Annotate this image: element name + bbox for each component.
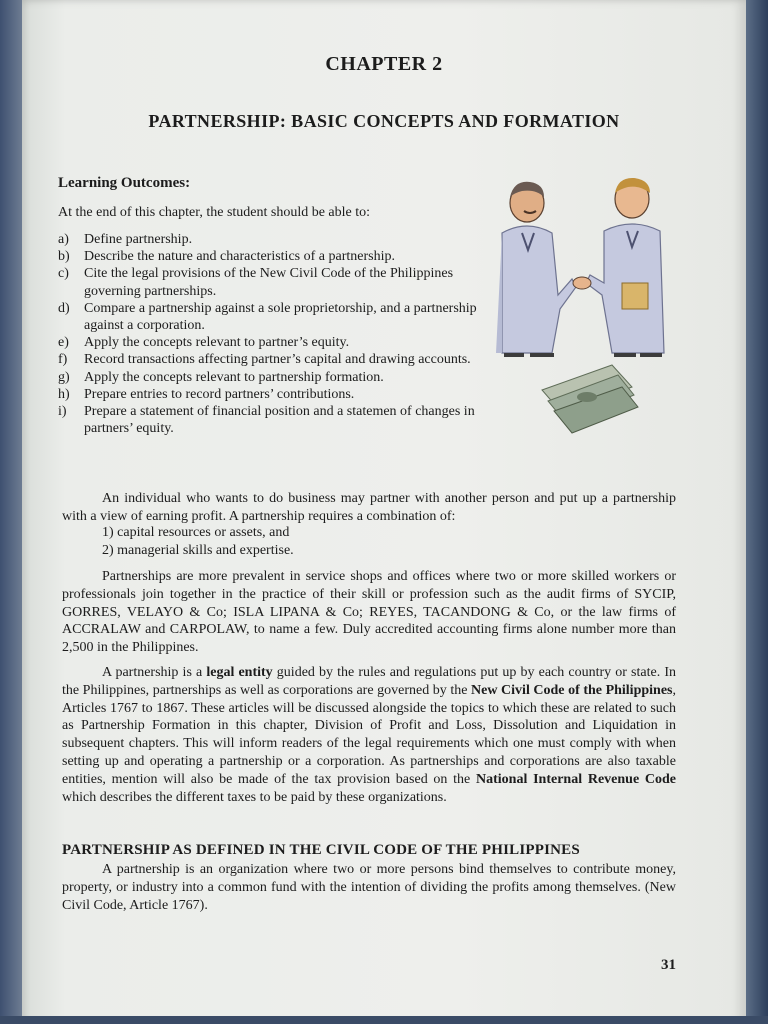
book-edge-right <box>746 0 768 1024</box>
list-item: c) Cite the legal provisions of the New Civil Code of the Philippines governing partnerships. <box>58 266 454 299</box>
list-item: h) Prepare entries to record partners’ contributions. <box>58 386 355 402</box>
book-edge-bottom <box>0 1016 768 1024</box>
list-item: b) Describe the nature and characteristics of a partnership. <box>58 249 395 265</box>
firms-paragraph: Partnerships are more prevalent in service shops and offices where two or more skilled workers or professionals join together in the practice of their skill or profession such as the audit firms of SYCIP, GORRES, VELAYO & Co; ISLA LIPANA & Co; REYES, TACANDONG & Co, or the law firms of ACCRALAW and CARPOLAW, to name a few. Duly accredited accounting firms alone number more than 2,500 in the Philippines. <box>62 569 676 656</box>
learning-outcomes-intro: At the end of this chapter, the student should be able to: <box>58 205 371 220</box>
book-page <box>22 0 746 1024</box>
list-item: i) Prepare a statement of financial position and a statemen of changes in partners’ equity. <box>58 404 475 437</box>
list-item: a) Define partnership. <box>58 232 193 247</box>
list-item: 1) capital resources or assets, and <box>102 525 290 540</box>
legal-entity-paragraph: A partnership is a legal entity guided by the rules and regulations put up by each country or state. In the Philippines, partnerships as well as corporations are governed by the New Civil Code of the Philippines, Articles 1767 to 1867. These articles will be discussed alongside the topics to which these are related to such as Partnership Formation in this chapter, Division of Profit and Loss, Dissolution and Liquidation in subsequent chapters. This will inform readers of the legal requirements which one must comply with when setting up and operating a partnership or a corporation. As partnerships and corporations are also taxable entities, mention will also be made of the tax provision based on the National Internal Revenue Code which describes the different taxes to be paid by these organizations. <box>62 665 676 805</box>
money-stack-icon <box>542 365 638 433</box>
chapter-label: CHAPTER 2 <box>325 53 443 75</box>
book-edge-left <box>0 0 22 1024</box>
list-item: f) Record transactions affecting partner’s capital and drawing accounts. <box>58 352 471 368</box>
chapter-title: PARTNERSHIP: BASIC CONCEPTS AND FORMATION <box>148 111 620 131</box>
page-number: 31 <box>661 957 676 973</box>
businessman-left-icon <box>496 182 576 357</box>
intro-paragraph: An individual who wants to do business may partner with another person and put up a partnership with a view of earning profit. A partnership requires a combination of: <box>62 491 676 524</box>
section-heading: PARTNERSHIP AS DEFINED IN THE CIVIL CODE OF THE PHILIPPINES <box>62 842 580 858</box>
list-item: 2) managerial skills and expertise. <box>102 542 294 558</box>
list-item: g) Apply the concepts relevant to partnership formation. <box>58 369 384 385</box>
list-item: e) Apply the concepts relevant to partner’s equity. <box>58 335 350 351</box>
learning-outcomes-heading: Learning Outcomes: <box>58 175 191 191</box>
learning-outcomes-list <box>58 231 478 437</box>
list-item: d) Compare a partnership against a sole proprietorship, and a partnership against a corporation. <box>58 300 477 334</box>
requirements-list <box>102 524 294 560</box>
handshake-illustration <box>472 175 682 435</box>
definition-paragraph: A partnership is an organization where two or more persons bind themselves to contribute money, property, or industry into a common fund with the intention of dividing the profits among themselves. (New Civil Code, Article 1767). <box>62 862 676 913</box>
businessman-right-icon <box>573 178 664 357</box>
